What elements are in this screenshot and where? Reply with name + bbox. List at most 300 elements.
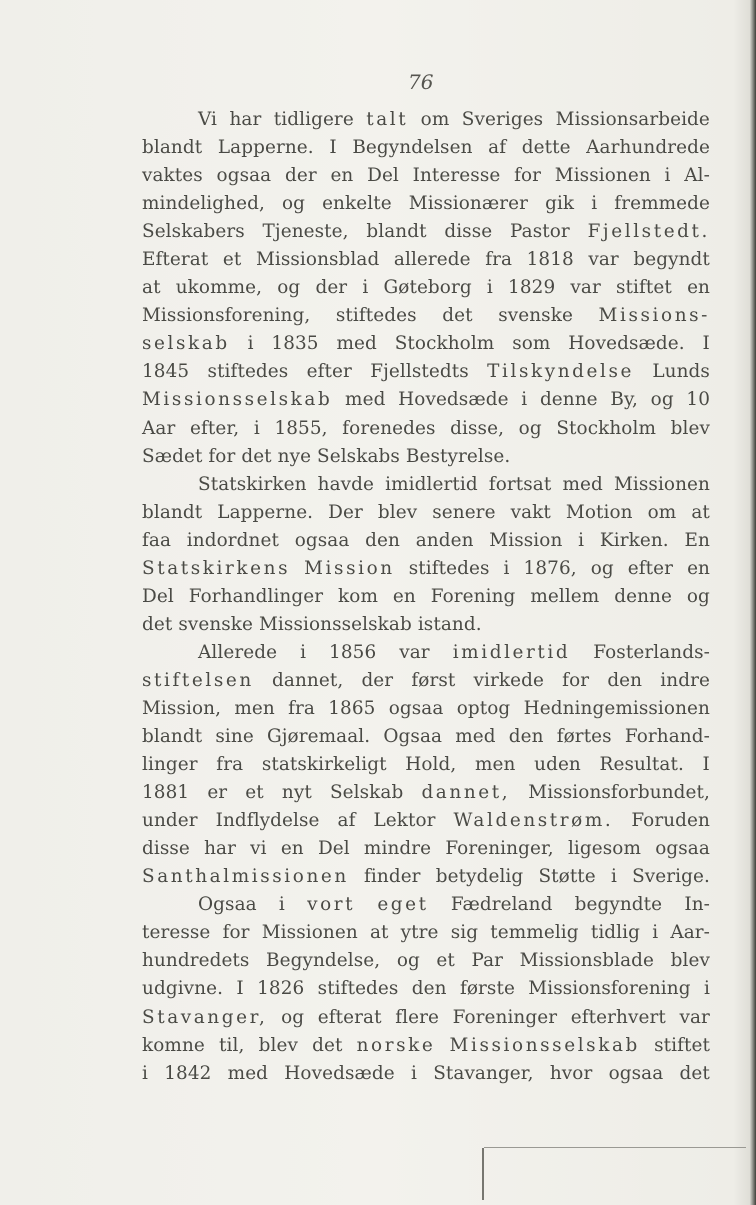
word: og (281, 193, 306, 215)
word: blandt (142, 501, 203, 523)
word: den (365, 529, 400, 551)
word: i (362, 277, 369, 299)
word: ogsaa (388, 697, 444, 719)
word: af (337, 810, 356, 832)
word: In- (684, 894, 710, 916)
word: imidlertid (385, 473, 478, 495)
word: Del (142, 585, 174, 607)
word: i (278, 894, 285, 916)
word: sig (450, 922, 479, 944)
word: og (518, 417, 542, 439)
word: I (702, 754, 710, 776)
word: Interesse (412, 165, 501, 187)
word: Støtte (538, 866, 596, 888)
word: for (222, 922, 250, 944)
word: men (475, 754, 516, 776)
text-line (142, 527, 710, 555)
word: i (521, 389, 528, 411)
word: I (236, 978, 244, 1000)
word: Lunds (652, 361, 710, 383)
word: faa (142, 529, 172, 551)
word: og (650, 389, 674, 411)
word: mellem (530, 585, 600, 607)
bottom-corner-mark (482, 1148, 484, 1200)
word: svenske (178, 613, 254, 635)
text-line (142, 386, 710, 414)
text-line (142, 919, 710, 947)
word: udgivne. (142, 978, 224, 1000)
word: var (679, 1006, 710, 1028)
word: Aar- (670, 922, 710, 944)
word: Stavanger, (142, 1006, 268, 1028)
word: et (436, 950, 455, 972)
body-text (142, 106, 710, 1088)
word: en (280, 838, 304, 860)
text-line (142, 330, 710, 358)
word: i (410, 1062, 417, 1084)
word: tidligere (273, 109, 354, 130)
word: temmelig (490, 922, 579, 944)
word: Fosterlands- (593, 641, 710, 663)
word: Missionærer (408, 193, 529, 215)
word: norske (356, 1034, 436, 1056)
text-line (142, 1032, 710, 1060)
word: istand. (417, 613, 482, 635)
word: Missionsforening, (142, 305, 311, 327)
word: der (361, 669, 394, 691)
word: Foreninger (452, 1006, 558, 1028)
word: tidlig (590, 922, 641, 944)
word: Mission (304, 557, 395, 579)
word: et (245, 782, 264, 804)
word: Missionsforening (528, 978, 691, 1000)
word: at (369, 922, 389, 944)
word: og (281, 1006, 305, 1028)
word: var (570, 277, 601, 299)
word: Missionsblade (519, 950, 655, 972)
word: efter (627, 557, 674, 579)
word: svenske (498, 305, 573, 327)
word: Selskabers (142, 221, 245, 243)
text-line (142, 779, 710, 807)
word: imidlertid (452, 641, 571, 663)
word: stiftelsen (142, 669, 254, 691)
word: Statskirken (198, 473, 307, 495)
word: et (222, 249, 242, 271)
word: Gjøremaal. (266, 726, 371, 748)
word: sine (215, 726, 254, 748)
word: og (396, 950, 420, 972)
word: disse (444, 221, 493, 243)
word: indordnet (186, 529, 279, 551)
word: Vi (198, 109, 218, 130)
text-line (142, 555, 710, 583)
text-line (142, 611, 710, 639)
word: har (204, 838, 236, 860)
word: 1829 (508, 277, 556, 299)
word: Statskirkens (142, 557, 291, 579)
word: Missionsblad (255, 249, 380, 271)
word: i (503, 557, 510, 579)
word: begyndte (574, 894, 663, 916)
word: havde (317, 473, 375, 495)
word: var (399, 641, 430, 663)
word: Stavanger, (433, 1062, 534, 1084)
word: Kirken. (599, 529, 669, 551)
word: Der (328, 501, 363, 523)
text-line (142, 751, 710, 779)
word: stiftedes (335, 305, 417, 327)
word: talt (366, 109, 409, 130)
word: teresse (142, 922, 211, 944)
word: Stockholm (394, 333, 495, 355)
word: under (142, 810, 198, 832)
word: er (207, 782, 228, 804)
word: Hedningemissionen (523, 697, 710, 719)
word: førtes (556, 726, 612, 748)
word: Sædet (142, 445, 203, 467)
word: det (312, 1034, 343, 1056)
text-line (142, 807, 710, 835)
word: i (591, 193, 598, 215)
word: første (459, 978, 515, 1000)
word: at (691, 501, 710, 523)
word: ogsaa (608, 1062, 664, 1084)
word: Santhalmissionen (142, 866, 349, 888)
word: vort (307, 894, 356, 916)
word: blev (258, 1034, 298, 1056)
word: den (508, 726, 544, 748)
word: statskirkeligt (261, 754, 387, 776)
word: Hold, (405, 754, 457, 776)
word: at (142, 277, 161, 299)
word: kom (338, 585, 378, 607)
text-line (142, 695, 710, 723)
word: der (284, 165, 317, 187)
word: hundredets (142, 950, 250, 972)
text-line (142, 863, 710, 891)
word: Fjellstedt. (587, 221, 710, 243)
word: 1835 (271, 333, 319, 355)
word: Efterat (142, 249, 209, 271)
word: Missions- (598, 305, 710, 327)
text-line (142, 218, 710, 246)
word: en (330, 165, 354, 187)
word: dette (521, 137, 571, 159)
word: Selskabs (317, 445, 400, 467)
word: ogsaa (216, 165, 272, 187)
word: Del (367, 165, 399, 187)
word: 1881 (142, 782, 190, 804)
word: Indflydelse (215, 810, 320, 832)
word: begyndt (633, 249, 710, 271)
text-line (142, 162, 710, 190)
word: Forhand- (624, 726, 710, 748)
word: Missionsforbundet, (528, 782, 710, 804)
text-line (142, 639, 710, 667)
word: det (142, 613, 173, 635)
word: Hovedsæde (398, 389, 509, 411)
word: Begyndelse, (266, 950, 381, 972)
word: en (392, 585, 416, 607)
word: virkede (473, 669, 544, 691)
word: for (562, 669, 590, 691)
word: allerede (393, 249, 471, 271)
word: og (686, 585, 710, 607)
word: Begyndelsen (352, 137, 473, 159)
word: ogsaa (294, 529, 350, 551)
word: 1845 (142, 361, 190, 383)
word: ytre (400, 922, 439, 944)
word: for (514, 165, 542, 187)
word: stiftedes (408, 557, 490, 579)
word: stiftet (654, 1034, 710, 1056)
word: Pastor (510, 221, 570, 243)
word: Missionsselskab (259, 613, 412, 635)
word: i (300, 641, 307, 663)
word: blandt (366, 221, 427, 243)
word: anden (415, 529, 474, 551)
word: i (142, 1062, 148, 1084)
word: efterat (317, 1006, 382, 1028)
word: mindre (363, 838, 432, 860)
word: Missionsselskab (449, 1034, 640, 1056)
word: Missionen (261, 922, 358, 944)
word: vakt (510, 501, 551, 523)
word: 1856 (329, 641, 377, 663)
word: stiftedes (207, 361, 289, 383)
word: 1826 (257, 978, 305, 1000)
word: selskab (142, 333, 230, 355)
word: stiftet (616, 277, 672, 299)
text-line (142, 723, 710, 751)
word: med (345, 389, 386, 411)
word: Waldenstrøm. (453, 810, 614, 832)
word: Bestyrelse. (405, 445, 511, 467)
word: nyt (281, 782, 312, 804)
word: Mission (489, 529, 563, 551)
text-line (142, 274, 710, 302)
word: og (590, 557, 614, 579)
word: flere (395, 1006, 439, 1028)
text-line (142, 358, 710, 386)
word: det (442, 305, 473, 327)
word: i (253, 417, 260, 439)
word: blandt (142, 726, 203, 748)
word: Sveriges (461, 109, 544, 130)
word: mindelighed, (142, 193, 265, 215)
word: I (329, 137, 337, 159)
word: Selskab (329, 782, 404, 804)
word: og (277, 277, 301, 299)
text-line (142, 975, 710, 1003)
word: Aarhundrede (586, 137, 710, 159)
word: blev (670, 417, 710, 439)
word: en (687, 277, 710, 299)
word: i (664, 165, 671, 187)
word: Tilskyndelse (487, 361, 635, 383)
text-line (142, 947, 710, 975)
word: med (562, 473, 603, 495)
word: Missionen (613, 473, 710, 495)
word: det (679, 1062, 710, 1084)
word: fra (288, 697, 315, 719)
text-line (142, 1004, 710, 1032)
word: var (588, 249, 619, 271)
word: fortsat (488, 473, 552, 495)
word: i (610, 866, 617, 888)
text-line (142, 134, 710, 162)
word: finder (363, 866, 421, 888)
word: Foreninger, (445, 838, 554, 860)
word: Par (471, 950, 504, 972)
word: Forening (430, 585, 516, 607)
word: i (703, 978, 710, 1000)
text-line (142, 415, 710, 443)
word: disse, (450, 417, 505, 439)
word: 1855, (274, 417, 328, 439)
word: som (512, 333, 551, 355)
word: 1876, (523, 557, 577, 579)
word: Missionsselskab (142, 389, 333, 411)
word: for (208, 445, 236, 467)
word: dannet, (421, 782, 511, 804)
word: Missionsarbeide (555, 109, 710, 130)
word: Ogsaa (198, 894, 257, 916)
text-line (142, 106, 710, 134)
word: efterhvert (570, 1006, 666, 1028)
word: Hovedsæde (284, 1062, 395, 1084)
word: optog (456, 697, 511, 719)
word: af (488, 137, 507, 159)
word: Fædreland (450, 894, 553, 916)
word: i (247, 333, 254, 355)
word: indre (660, 669, 710, 691)
word: 10 (686, 389, 710, 411)
text-line (142, 667, 710, 695)
word: gik (545, 193, 575, 215)
word: vi (250, 838, 267, 860)
word: I (702, 333, 710, 355)
text-line (142, 302, 710, 330)
text-line (142, 891, 710, 919)
word: dannet, (272, 669, 344, 691)
word: komne (142, 1034, 205, 1056)
word: Ogsaa (383, 726, 443, 748)
word: Tjeneste, (262, 221, 349, 243)
word: eget (377, 894, 429, 916)
word: med (336, 333, 377, 355)
word: men (234, 697, 275, 719)
word: Lapperne. (217, 137, 314, 159)
word: Lektor (373, 810, 436, 832)
text-line (142, 190, 710, 218)
text-line (142, 499, 710, 527)
word: i (652, 922, 659, 944)
text-line (142, 443, 710, 471)
word: til, (219, 1034, 245, 1056)
word: i (486, 277, 493, 299)
word: uden (534, 754, 581, 776)
word: Fjellstedts (370, 361, 469, 383)
word: i (578, 529, 585, 551)
text-line (142, 246, 710, 274)
word: Hovedsæde. (568, 333, 685, 355)
word: har (229, 109, 262, 130)
word: 1842 (164, 1062, 212, 1084)
word: Gøteborg (383, 277, 472, 299)
word: denne (614, 585, 672, 607)
word: 1818 (526, 249, 574, 271)
text-line (142, 583, 710, 611)
word: blandt (142, 137, 203, 159)
word: ukomme, (175, 277, 263, 299)
word: Missionen (554, 165, 651, 187)
word: hvor (549, 1062, 593, 1084)
word: efter (306, 361, 352, 383)
word: linger (142, 754, 198, 776)
word: forenedes (342, 417, 436, 439)
word: En (684, 529, 710, 551)
word: den (411, 978, 447, 1000)
page-edge-shadow (750, 0, 756, 1205)
word: om (420, 109, 450, 130)
word: 1865 (328, 697, 376, 719)
word: Mission, (142, 697, 222, 719)
word: enkelte (322, 193, 392, 215)
word: Forhandlinger (188, 585, 324, 607)
word: Del (317, 838, 350, 860)
word: Motion (565, 501, 633, 523)
word: Aar (142, 417, 176, 439)
word: denne (539, 389, 598, 411)
word: Sverige. (632, 866, 710, 888)
page-number: 76 (408, 70, 434, 94)
word: blev (377, 501, 418, 523)
word: med (455, 726, 496, 748)
word: en (687, 557, 710, 579)
word: først (411, 669, 456, 691)
text-line (142, 471, 710, 499)
word: Foruden (631, 810, 710, 832)
word: betydelig (435, 866, 524, 888)
word: der (315, 277, 348, 299)
word: nye (277, 445, 312, 467)
word: fra (216, 754, 244, 776)
word: disse (142, 838, 190, 860)
word: den (607, 669, 643, 691)
word: Allerede (198, 641, 278, 663)
word: fremmede (614, 193, 710, 215)
bottom-rule-divider (484, 1147, 746, 1148)
word: By, (610, 389, 638, 411)
word: Resultat. (599, 754, 684, 776)
text-line (142, 835, 710, 863)
word: stiftedes (317, 978, 399, 1000)
word: ogsaa (655, 838, 710, 860)
word: Al- (684, 165, 710, 187)
word: blev (670, 950, 710, 972)
word: senere (432, 501, 496, 523)
word: Lapperne. (217, 501, 314, 523)
word: efter, (189, 417, 240, 439)
word: med (227, 1062, 269, 1084)
word: vaktes (142, 165, 203, 187)
word: om (647, 501, 677, 523)
word: det (241, 445, 272, 467)
word: ligesom (567, 838, 642, 860)
text-line (142, 1060, 710, 1088)
